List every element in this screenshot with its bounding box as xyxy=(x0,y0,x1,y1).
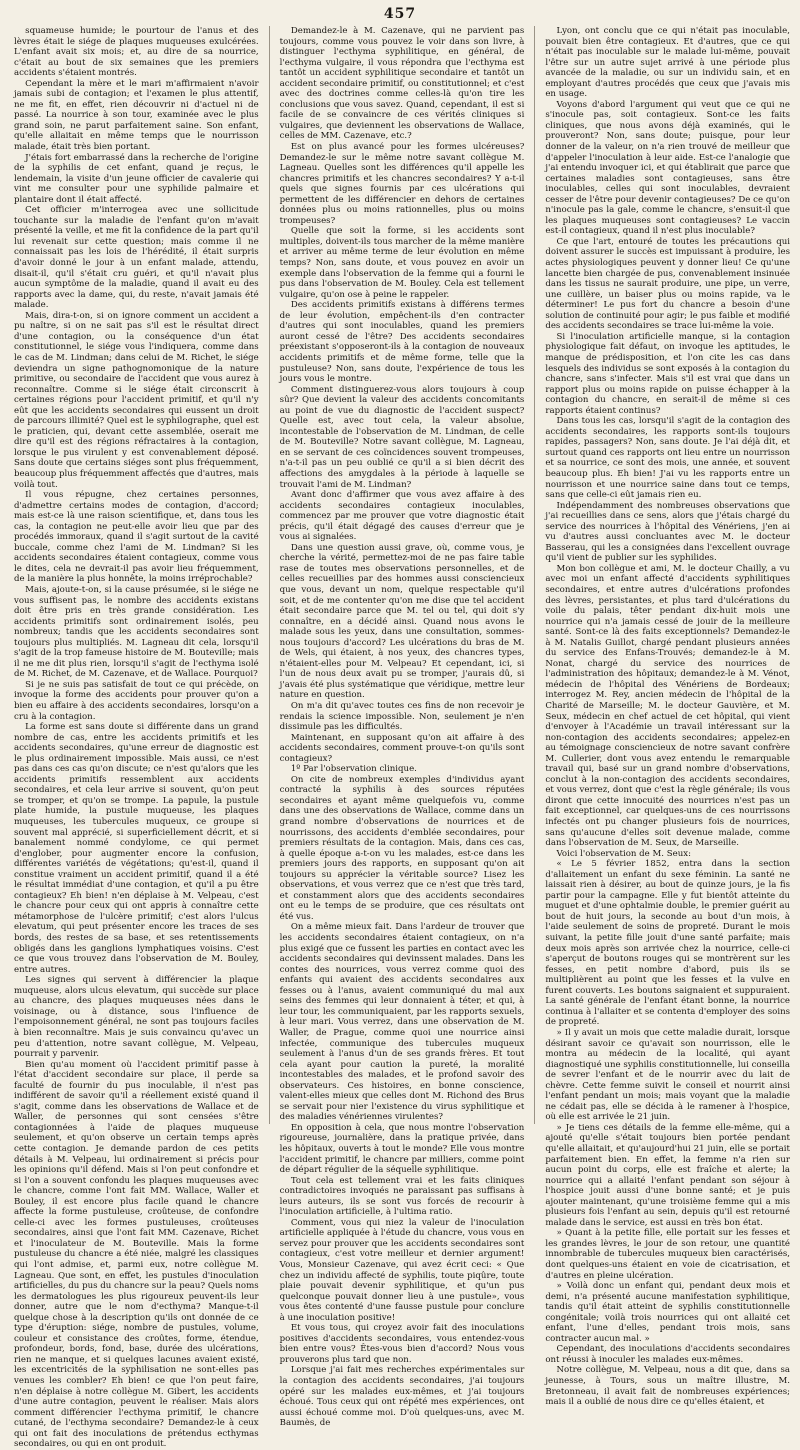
paragraph: Voici l'observation de M. Seux: xyxy=(556,848,691,859)
paragraph: Maintenant, en supposant qu'on ait affaire à des accidents secondaires, comment prouve-t-on qu'ils sont contagieux? xyxy=(279,732,525,764)
paragraph: J'étais fort embarrassé dans la recherche de l'origine de la syphilis de cet enfant, quand je reçus, le lendemain, la visite d'un jeune officier de cavalerie qui vint me consulter pour une syphilide palmaire et plantaire dont il était affecté. xyxy=(14,152,259,205)
paragraph: « Le 5 février 1852, entra dans la section d'allaitement un enfant du sexe féminin. La santé ne laissait rien à désirer, au bout de quinze jours, je la fis partir pour la campagne. Elle y fut bientôt atteinte du muguet et d'une ophtalmie double, le premier guérit au bout de huit jours, la seconde au bout d'un mois, à l'aide seulement de soins de propreté. Durant le mois suivant, la petite fille jouit d'une santé parfaite; mais deux mois après son arrivée chez la nourrice, celle-ci s'aperçut de boutons rouges qui se montrèrent sur les fesses, en petit nombre d'abord, puis ils se multiplièrent au point que les fesses et la vulve en furent couverts. Les boutons saignaient et suppuraient. La santé générale de l'enfant étant bonne, la nourrice continua à l'allaiter et se contenta d'employer des soins de propreté. xyxy=(545,859,791,1028)
paragraph: 1º Par l'observation clinique. xyxy=(290,764,417,775)
paragraph: squameuse humide; le pourtour de l'anus et des lèvres était le siége de plaques muqueuses exulcérées. L'enfant avait six mois; et, au dire de sa nourrice, c'était au bout de six semaines que les premiers accidents s'étaient montrés. xyxy=(14,26,259,79)
paragraph: Comment distinguerez-vous alors toujours à coup sûr? Que devient la valeur des accidents concomitants au point de vue du diagnostic de l'accident suspect? Quelle est, avec tout cela, la valeur absolue, incontestable de l'observation de M. Lindman, de celle de M. Bouteville? Notre savant collègue, M. Lagneau, en se servant de ces coïncidences souvent trompeuses, n'a-t-il pas un peu oublié ce qu'il a si bien décrit des affections des amygdales à la période à laquelle se trouvait l'ami de M. Lindman? xyxy=(279,384,525,490)
paragraph: Il vous répugne, chez certaines personnes, d'admettre certains modes de contagion, d'accord; mais est-ce là une raison scientifique, et, dans tous les cas, la contagion ne peut-elle avoir lieu que par des procédés immoraux, quand il s'agit surtout de la cavité buccale, comme chez l'ami de M. Lindman? Si les accidents secondaires étaient contagieux, comme vous le dites, cela ne devrait-il pas avoir lieu fréquemment, de la manière la plus honnête, la moins irréprochable? xyxy=(14,490,259,585)
column-left xyxy=(14,26,259,1450)
paragraph: On a même mieux fait. Dans l'ardeur de trouver que les accidents secondaires étaient contagieux, on n'a plus exigé que ce fussent les parties en contact avec les accidents secondaires qui devinssent malades. Dans les contes des nourrices, vous verrez comme quoi des enfants qui avaient des accidents secondaires aux fesses ou à l'anus, avaient communiqué du mal aux seins des femmes qui leur donnaient à téter, et qui, à leur tour, les communiquaient, par les rapports sexuels, à leur mari. Vous verrez, dans une observation de M. Waller, de Prague, comme quoi une nourrice ainsi infectée, communique des tubercules muqueux seulement à l'anus d'un de ses grands frères. Et tout cela ayant pour caution la pureté, la moralité incontestables des malades, et le profond savoir des observateurs. Ces histoires, en bonne conscience, valent-elles mieux que celles dont M. Richond des Brus se servait pour nier l'existence du virus syphilitique et des maladies vénériennes virulentes? xyxy=(279,922,525,1123)
columns xyxy=(14,26,791,1450)
paragraph: Mais, dira-t-on, si on ignore comment un accident a pu naître, si on ne sait pas s'il est le résultat direct d'une contagion, ou la conséquence d'un état constitutionnel, le siége vous l'indiquera, comme dans le cas de M. Lindman; dans celui de M. Richet, le siége deviendra un signe pathognomonique de la nature primitive, ou secondaire de l'accident que vous aurez à reconnaître. Comme si le siége était circonscrit à certaines régions pour l'accident primitif, et qu'il n'y eût que les accidents secondaires qui eussent un droit de parcours illimité? Quel est le syphilographe, quel est le praticien, qui, devant cette assemblée, oserait me dire qu'il est des régions réfractaires à la contagion, lorsque le pus virulent y est convenablement déposé. Sans doute que certains siéges sont plus fréquemment, beaucoup plus fréquemment affectés que d'autres, mais voilà tout. xyxy=(14,310,259,490)
paragraph: » Voilà donc un enfant qui, pendant deux mois et demi, n'a présenté aucune manifestation syphilitique, tandis qu'il était atteint de syphilis constitutionnelle congénitale; voilà trois nourrices qui ont allaité cet enfant, l'une d'elles, pendant trois mois, sans contracter aucun mal. » xyxy=(545,1281,791,1344)
paragraph: Des accidents primitifs existans à différens termes de leur évolution, empêchent-ils d'en contracter d'autres qui sont inoculables, quand les premiers auront cessé de l'être? Des accidents secondaires préexistant s'opposeront-ils à la contagion de nouveaux accidents primitifs et de même forme, telle que la pustuleuse? Non, sans doute, l'expérience de tous les jours vous le montre. xyxy=(279,300,525,385)
paragraph: Dans tous les cas, lorsqu'il s'agit de la contagion des accidents secondaires, les rapports sont-ils toujours rapides, passagers? Non, sans doute. Je l'ai déjà dit, et surtout quand ces rapports ont lieu entre un nourrisson et sa nourrice, ce sont des mois, une année, et souvent beaucoup plus. Eh bien! J'ai vu les rapports entre un nourrisson et une nourrice saine dans tout ce temps, sans que celle-ci eût jamais rien eu. xyxy=(545,416,791,501)
paragraph: » Je tiens ces détails de la femme elle-même, qui a ajouté qu'elle s'était toujours bien portée pendant qu'elle allaitait, et qu'aujourd'hui 21 juin, elle se portait parfaitement bien. En effet, la femme n'a rien sur aucun point du corps, elle est fraîche et alerte; la nourrice qui a allaité l'enfant pendant son séjour à l'hospice jouit aussi d'une bonne santé; et je puis ajouter maintenant, qu'une troisième femme qui a mis plusieurs fois l'enfant au sein, depuis qu'il est retourné malade dans le service, est aussi en très bon état. xyxy=(545,1122,791,1228)
paragraph: Demandez-le à M. Cazenave, qui ne parvient pas toujours, comme vous pouvez le voir dans son livre, à distinguer l'ecthyma syphilitique, en général, de l'ecthyma vulgaire, il vous répondra que l'ecthyma est tantôt un accident syphilitique secondaire et tantôt un accident secondaire primitif, ou constitutionnel; et c'est avec des doctrines comme celles-là qu'on tire les conclusions que vous savez. Quand, cependant, il est si facile de se convaincre de ces vérités cliniques si vulgaires, que deviennent les observations de Wallace, celles de MM. Cazenave, etc.? xyxy=(279,26,525,142)
paragraph: Avant donc d'affirmer que vous avez affaire à des accidents secondaires contagieux inoculables, commencez par me prouver que votre diagnostic était précis, qu'il était dégagé des causes d'erreur que je vous ai signalées. xyxy=(279,490,525,543)
paragraph: On m'a dit qu'avec toutes ces fins de non recevoir je rendais la science impossible. Non, seulement je n'en dissimule pas les difficultés. xyxy=(279,701,525,733)
column-middle xyxy=(279,26,525,1429)
paragraph: Bien qu'au moment où l'accident primitif passe à l'état d'accident secondaire sur place, il perde sa faculté de fournir du pus inoculable, il n'est pas indifférent de savoir qu'il a réellement existé quand il s'agit, comme dans les observations de Wallace et de Waller, de personnes qui sont censées s'être contagionnées à l'aide de plaques muqueuse seulement, et qu'on observe un certain temps après cette contagion. Je demande pardon de ces petits détails à M. Velpeau, lui ordinairement si précis pour les opinions qu'il défend. Mais si l'on peut confondre et si l'on a souvent confondu les plaques muqueuses avec le chancre, comme l'ont fait MM. Wallace, Waller et Bouley, il est encore plus facile quand le chancre affecte la forme pustuleuse, croûteuse, de confondre celle-ci avec les formes pustuleuses, croûteuses secondaires, ainsi que l'ont fait MM. Cazenave, Richet et l'inoculateur de M. Bouteville. Mais la forme pustuleuse du chancre a été niée, malgré les classiques qui l'ont admise, et, parmi eux, notre collègue M. Lagneau. Que sont, en effet, les pustules d'inoculation artificielles, du pus du chancre sur la peau? Quels noms les dermatologues les plus rigoureux peuvent-ils leur donner, autre que le nom d'ecthyma? Manque-t-il quelque chose à la description qu'ils ont donnée de ce type d'éruption: siége, nombre de pustules, volume, couleur et consistance des croûtes, forme, étendue, profondeur, bords, fond, base, durée des ulcérations, rien ne manque, et si quelques lacunes avaient existé, les excentricités de la syphilisation ne sont-elles pas venues les combler? Eh bien! ce que l'on peut faire, n'en déplaise à notre collègue M. Gibert, les accidents d'une autre contagion, peuvent le réaliser. Mais alors comment différencier l'ecthyma primitif, le chancre cutané, de l'ecthyma secondaire? Demandez-le à ceux qui ont fait des inoculations de prétendus ecthymas secondaires, ou qui en ont produit. xyxy=(14,1059,259,1450)
paragraph: Cependant, des inoculations d'accidents secondaires ont réussi à inoculer les malades eux-mêmes. xyxy=(545,1344,791,1365)
paragraph: Les signes qui servent à différencier la plaque muqueuse, alors ulcus elevatum, qui succède sur place au chancre, des plaques muqueuses nées dans le voisinage, ou à distance, sous l'influence de l'empoisonnement général, ne sont pas toujours faciles à bien reconnaître. Mais je suis convaincu qu'avec un peu d'attention, notre savant collègue, M. Velpeau, pourrait y parvenir. xyxy=(14,975,259,1060)
paragraph: Mais, ajoute-t-on, si la cause présumée, si le siége ne vous suffisent pas, le nombre des accidents existans doit être pris en très grande considération. Les accidents primitifs sont ordinairement isolés, peu nombreux; tandis que les accidents secondaires sont toujours plus multipliés. M. Lagneau dit cela, lorsqu'il s'agit de la trop fameuse histoire de M. Bouteville; mais il ne me dit plus rien, lorsqu'il s'agit de l'ecthyma isolé de M. Richet, de M. Cazenave, et de Wallace. Pourquoi? xyxy=(14,584,259,680)
paragraph: Est on plus avancé pour les formes ulcéreuses? Demandez-le sur le même notre savant collègue M. Lagneau. Quelles sont les différences qu'il appelle les chancres primitifs et les chancres secondaires? Y a-t-il quels que signes fournis par ces ulcérations qui permettent de les différencier en dehors de certaines données plus ou moins rationnelles, plus ou moins trompeuses? xyxy=(279,142,525,226)
paragraph: Voyons d'abord l'argument qui veut que ce qui ne s'inocule pas, soit contagieux. Sont-ce les faits cliniques, que nous avons déjà examinés, qui le prouveront? Non, sans doute; puisque, pour leur donner de la valeur, on n'a rien trouvé de meilleur que d'appeler l'inoculation à leur aide. Est-ce l'analogie que j'ai entendu invoquer ici, et qui établirait que parce que certaines maladies sont contagieuses, sans être inoculables, celles qui sont inoculables, devraient cesser de l'être pour devenir contagieuses? De ce qu'on n'inocule pas la gale, comme le chancre, s'ensuit-il que les plaques muqueuses sont contagieuses? Le vaccin est-il contagieux, quand il n'est plus inoculable? xyxy=(545,99,791,237)
paragraph: Quelle que soit la forme, si les accidents sont multiples, doivent-ils tous marcher de la même manière et arriver au même terme de leur évolution en même temps? Non, sans doute, et vous pouvez en avoir un exemple dans l'observation de la femme qui a fourni le pus dans l'observation de M. Bouley. Cela est tellement vulgaire, qu'on ose à peine le rappeler. xyxy=(279,226,525,300)
column-divider xyxy=(269,26,270,1124)
paragraph: Et vous tous, qui croyez avoir fait des inoculations positives d'accidents secondaires, vous entendez-vous bien entre vous? Êtes-vous bien d'accord? Nous vous prouverons plus tard que non. xyxy=(279,1323,525,1365)
paragraph: Cet officier m'interrogea avec une sollicitude touchante sur la maladie de l'enfant qu'on m'avait présenté la veille, et me fit la confidence de la part qu'il lui revenait sur cette question; mais comme il ne connaissait pas les lois de l'hérédité, il était surpris d'avoir donné le jour à un enfant malade, attendu, disait-il, qu'il s'était cru guéri, et qu'il n'avait plus aucun symptôme de la maladie, quand il avait eu des rapports avec la dame, qui, du reste, n'avait jamais été malade. xyxy=(14,205,259,311)
paragraph: Cependant la mère et le mari m'affirmaient n'avoir jamais subi de contagion; et l'examen le plus attentif, ne me fit, en effet, rien découvrir ni d'actuel ni de passé. La nourrice à son tour, examinée avec le plus grand soin, ne parut parfaitement saine. Son enfant, qu'elle allaitait en même temps que le nourrisson malade, était très bien portant. xyxy=(14,78,259,153)
paragraph: Lyon, ont conclu que ce qui n'était pas inoculable, pouvait bien être contagieux. Et d'autres, que ce qui n'était pas inoculable sur le malade lui-même, pouvait l'être sur un autre sujet arrivé à une période plus avancée de la maladie, ou sur un individu sain, et en employant d'autres procédés que ceux que j'avais mis en usage. xyxy=(545,26,791,100)
column-right xyxy=(545,26,791,1408)
paragraph: Indépendamment des nombreuses observations que j'ai recueillies dans ce sens, alors que j'étais chargé du service des nourrices à l'hôpital des Vénériens, j'en ai vu d'autres aussi concluantes avec M. le docteur Basserau, qui les a consignées dans l'excellent ouvrage qu'il vient de publier sur les syphilides. xyxy=(545,500,791,564)
paragraph: Si l'inoculation artificielle manque, si la contagion physiologique fait défaut, on invoque les aptitudes, le manque de prédisposition, et l'on cite les cas dans lesquels des individus se sont exposés à la contagion du chancre, sans s'infecter. Mais s'il est vrai que dans un rapport plus ou moins rapide on puisse échapper à la contagion du chancre, en serait-il de même si ces rapports étaient continus? xyxy=(545,331,791,416)
paragraph: On cite de nombreux exemples d'individus ayant contracté la syphilis à des sources réputées secondaires et ayant même quelquefois vu, comme dans une des observations de Wallace, comme dans un grand nombre d'observations de nourrices et de nourrissons, des accidents d'emblée secondaires, pour premiers résultats de la contagion. Mais, dans ces cas, à quelle époque a-t-on vu les malades, est-ce dans les premiers jours des rapports, en supposant qu'on ait toujours su apprécier la véritable source? Lisez les observations, et vous verrez que ce n'est que très tard, et constamment alors que des accidents secondaires ont eu le temps de se produire, que ces résultats ont été vus. xyxy=(279,774,525,922)
column-divider xyxy=(534,26,535,1124)
page-number: 457 xyxy=(383,6,417,22)
paragraph: » Quant à la petite fille, elle portait sur les fesses et les grandes lèvres, le jour de son retour, une quantité innombrable de tubercules muqueux bien caractérisés, dont quelques-uns étaient en voie de cicatrisation, et d'autres en pleine ulcération. xyxy=(545,1228,791,1281)
paragraph: Dans une question aussi grave, où, comme vous, je cherche la vérité, permettez-moi de ne pas faire table rase de toutes mes observations personnelles, et de celles recueillies par des hommes aussi consciencieux que vous, devant un nom, quelque respectable qu'il soit, et de me contenter qu'on me dise que tel accident était secondaire parce que M. tel ou tel, qui doit s'y connaître, en a décidé ainsi. Quand nous avons le malade sous les yeux, dans une consultation, sommes-nous toujours d'accord? Les ulcérations du bras de M. de Wels, qui étaient, à nos yeux, des chancres types, n'étaient-elles pour M. Velpeau? Et cependant, ici, si l'un de nous deux avait pu se tromper, j'aurais dû, si j'avais été plus systématique que véridique, mettre leur nature en question. xyxy=(279,542,525,701)
paragraph: Comment, vous qui niez la valeur de l'inoculation artificielle appliquée à l'étude du chancre, vous vous en servez pour prouver que les accidents secondaires sont contagieux, c'est votre meilleur et dernier argument! Vous, Monsieur Cazenave, qui avez écrit ceci: « Que chez un individu affecté de syphilis, toute piqûre, toute plaie pouvait devenir syphilitique, et qu'un pus quelconque pouvait donner lieu à une pustule», vous vous êtes contenté d'une fausse pustule pour conclure à une inoculation positive! xyxy=(279,1217,525,1323)
paragraph: Si je ne suis pas satisfait de tout ce qui précède, on invoque la forme des accidents pour prouver qu'on a bien eu affaire à des accidents secondaires, lorsqu'on a cru à la contagion. xyxy=(14,679,259,722)
paragraph: Notre collègue, M. Velpeau, nous a dit que, dans sa jeunesse, à Tours, sous un maître illustre, M. Bretonneau, il avait fait de nombreuses expériences; mais il a oublié de nous dire ce qu'elles étaient, et xyxy=(545,1365,791,1408)
paragraph: En opposition à cela, que nous montre l'observation rigoureuse, journalière, dans la pratique privée, dans les hôpitaux, ouverts à tout le monde? Elle vous montre l'accident primitif, le chancre par milliers, comme point de départ régulier de la séquelle syphilitique. xyxy=(279,1122,525,1176)
paragraph: Tout cela est tellement vrai et les faits cliniques contradictoires invoqués ne paraissant pas suffisans à leurs auteurs, ils se sont vus forcés de recourir à l'inoculation artificielle, à l'ultima ratio. xyxy=(279,1175,525,1218)
paragraph: Lorsque j'ai fait mes recherches expérimentales sur la contagion des accidents secondaires, j'ai toujours opéré sur les malades eux-mêmes, et j'ai toujours échoué. Tous ceux qui ont répété mes expériences, ont aussi échoué comme moi. D'où quelques-uns, avec M. Baumès, de xyxy=(279,1365,525,1429)
paragraph: Ce que l'art, entouré de toutes les précautions qui doivent assurer le succès est impuissant à produire, les actes physiologiques peuvent y donner lieu! Ce qu'une lancette bien chargée de pus, convenablement insinuée dans les tissus ne saurait produire, une pipe, un verre, une cuillère, un baiser plus ou moins rapide, va le déterminer! Le pus fort du chancre a besoin d'une solution de continuité pour agir; le pus faible et modifié des accidents secondaires se trace lui-même la voie. xyxy=(545,236,791,332)
paragraph: » Il y avait un mois que cette maladie durait, lorsque désirant savoir ce qu'avait son nourrisson, elle le montra au médecin de la localité, qui ayant diagnostiqué une syphilis constitutionnelle, lui conseilla de sevrer l'enfant et de le nourrir avec du lait de chèvre. Cette femme suivit le conseil et nourrit ainsi l'enfant pendant un mois; mais voyant que la maladie ne cédait pas, elle se décida à le ramener à l'hospice, où elle est arrivée le 21 juin. xyxy=(545,1027,791,1123)
paragraph: Mon bon collègue et ami, M. le docteur Chailly, a vu avec moi un enfant affecté d'accidents syphilitiques secondaires, et entre autres d'ulcérations profondes des lèvres, persistantes, et plus tard d'ulcérations du voile du palais, têter pendant dix-huit mois une nourrice qui n'a jamais cessé de jouir de la meilleure santé. Sont-ce là des faits exceptionnels? Demandez-le à M. Natalis Guillot, chargé pendant plusieurs années du service des Enfans-Trouvés; demandez-le à M. Nonat, chargé du service des nourrices de l'administration des hôpitaux; demandez-le à M. Vénot, médecin de l'hôpital des Vénériens de Bordeaux; interrogez M. Rey, ancien médecin de l'hôpital de la Charité de Marseille; M. le docteur Gauvière, et M. Seux, médecin en chef actuel de cet hôpital, qui vient d'envoyer à l'Académie un travail intéressant sur la non-contagion des accidents secondaires; appelez-en au témoignage consciencieux de notre savant confrère M. Cullerier, dont vous avez entendu le remarquable travail qui, basé sur un grand nombre d'observations, conclut à la non-contagion des accidents secondaires, et vous verrez, dont que c'est la règle générale; ils vous diront que cette innocuité des nourrices n'est pas un fait exceptionnel, car quelques-uns de ces nourrissons infectés ont pu changer plusieurs fois de nourrices, sans qu'aucune d'elles soit devenue malade, comme dans l'observation de M. Seux, de Marseille. xyxy=(545,563,791,849)
paragraph: La forme est sans doute si différente dans un grand nombre de cas, entre les accidents primitifs et les accidents secondaires, qu'une erreur de diagnostic est le plus ordinairement impossible. Mais aussi, ce n'est pas dans ces cas qu'on discute; ce n'est qu'alors que les accidents primitifs ressemblent aux accidents secondaires, et cela leur arrive si souvent, qu'on peut se tromper, et qu'on se trompe. La papule, la pustule plate humide, la pustule muqueuse, les plaques muqueuses, les tubercules muqueux, ce groupe si souvent mal apprécié, si superficiellement décrit, et si banalement nommé condylome, ce qui permet d'englober, pour augmenter encore la confusion, différentes variétés de végétations; qu'est-il, quand il constitue vraiment un accident primitif, quand il a été le résultat immédiat d'une contagion, et qu'il a pu être contagieux? Eh bien! n'en déplaise à M. Velpeau, c'est le chancre pour ceux qui ont appris à connaître cette métamorphose de l'ulcère primitif; c'est alors l'ulcus elevatum, qui peut présenter encore les traces de ses bords, des restes de sa base, et ses retentissements obligés dans les ganglions lymphatiques voisins. C'est ce que vous trouvez dans l'observation de M. Bouley, entre autres. xyxy=(14,722,259,975)
